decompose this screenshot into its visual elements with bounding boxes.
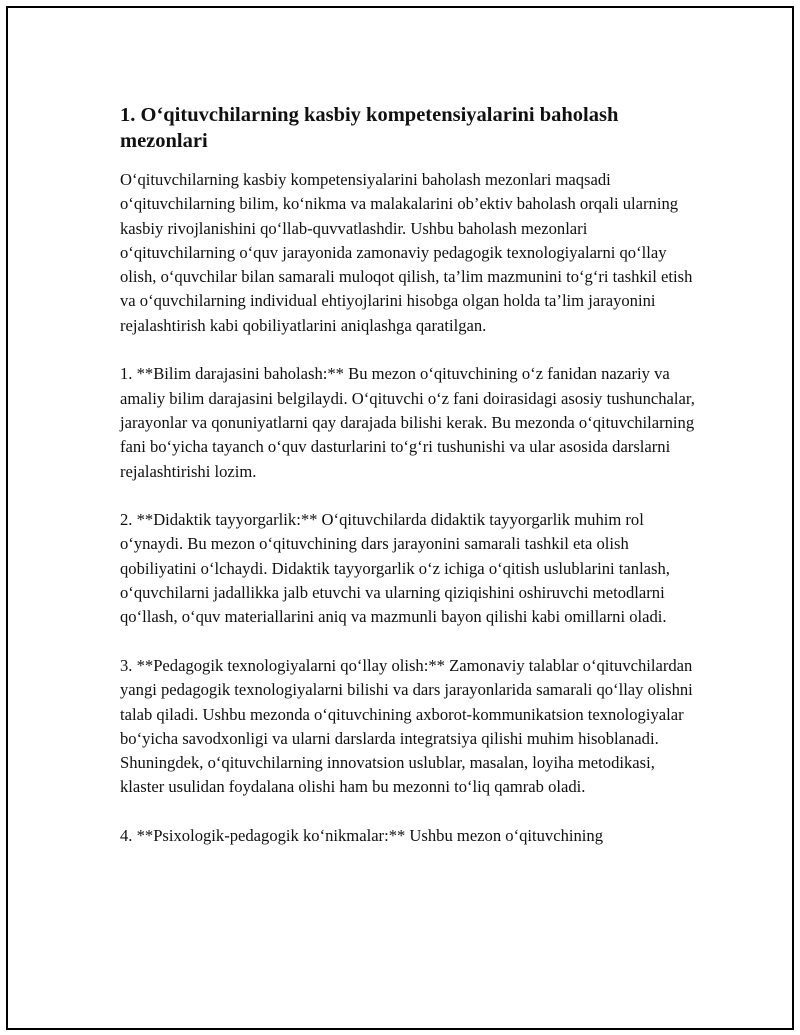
criterion-didactic-paragraph: 2. **Didaktik tayyorgarlik:** O‘qituvchilarda didaktik tayyorgarlik muhim rol o‘ynaydi. Bu mezon o‘qituvchining dars jarayonini samarali tashkil eta olish qobiliyatini o‘lchaydi. Didaktik tayyorgarlik o‘z ichiga o‘qitish uslublarini tanlash, o‘quvchilarni jadallikka jalb etuvchi va ularning qiziqishini oshiruvchi metodlarni qo‘llash, o‘quv materiallarini aniq va mazmunli bayon qilishi kabi omillarni oladi. xyxy=(120,510,670,627)
document-body xyxy=(120,102,700,873)
criterion-technology-paragraph: 3. **Pedagogik texnologiyalarni qo‘llay olish:** Zamonaviy talablar o‘qituvchilardan yangi pedagogik texnologiyalarni bilishi va dars jarayonlarida samarali qo‘llay olishni talab qiladi. Ushbu mezonda o‘qituvchining axborot-kommunikatsion texnologiyalar bo‘yicha savodxonligi va ularni darslarda integratsiya qilishi muhim hisoblanadi. Shuningdek, o‘qituvchilarning innovatsion uslublar, masalan, loyiha metodikasi, klaster usulidan foydalana olishi ham bu mezonni to‘liq qamrab oladi. xyxy=(120,655,693,797)
criterion-knowledge-paragraph: 1. **Bilim darajasini baholash:** Bu mezon o‘qituvchining o‘z fanidan nazariy va amaliy bilim darajasini belgilaydi. O‘qituvchi o‘z fani doirasidagi asosiy tushunchalar, jarayonlar va qonuniyatlarni qay darajada bilishi kerak. Bu mezonda o‘qituvchilarning fani bo‘yicha tayanch o‘quv dasturlarini to‘g‘ri tushunishi va ular asosida darslarni rejalashtirishi lozim. xyxy=(120,364,695,481)
page xyxy=(6,6,794,1030)
section-heading: 1. O‘qituvchilarning kasbiy kompetensiyalarini baholash mezonlari xyxy=(120,104,619,152)
intro-paragraph: O‘qituvchilarning kasbiy kompetensiyalarini baholash mezonlari maqsadi o‘qituvchilarning bilim, ko‘nikma va malakalarini ob’ektiv baholash orqali ularning kasbiy rivojlanishini qo‘llab-quvvatlashdir. Ushbu baholash mezonlari o‘qituvchilarning o‘quv jarayonida zamonaviy pedagogik texnologiyalarni qo‘llay olish, o‘quvchilar bilan samarali muloqot qilish, ta’lim mazmunini to‘g‘ri tashkil etish va o‘quvchilarning individual ehtiyojlarini hisobga olgan holda ta’lim jarayonini rejalashtirish kabi qobiliyatlarini aniqlashga qaratilgan. xyxy=(120,170,693,335)
criterion-psychology-paragraph: 4. **Psixologik-pedagogik ko‘nikmalar:** Ushbu mezon o‘qituvchining xyxy=(120,826,604,846)
